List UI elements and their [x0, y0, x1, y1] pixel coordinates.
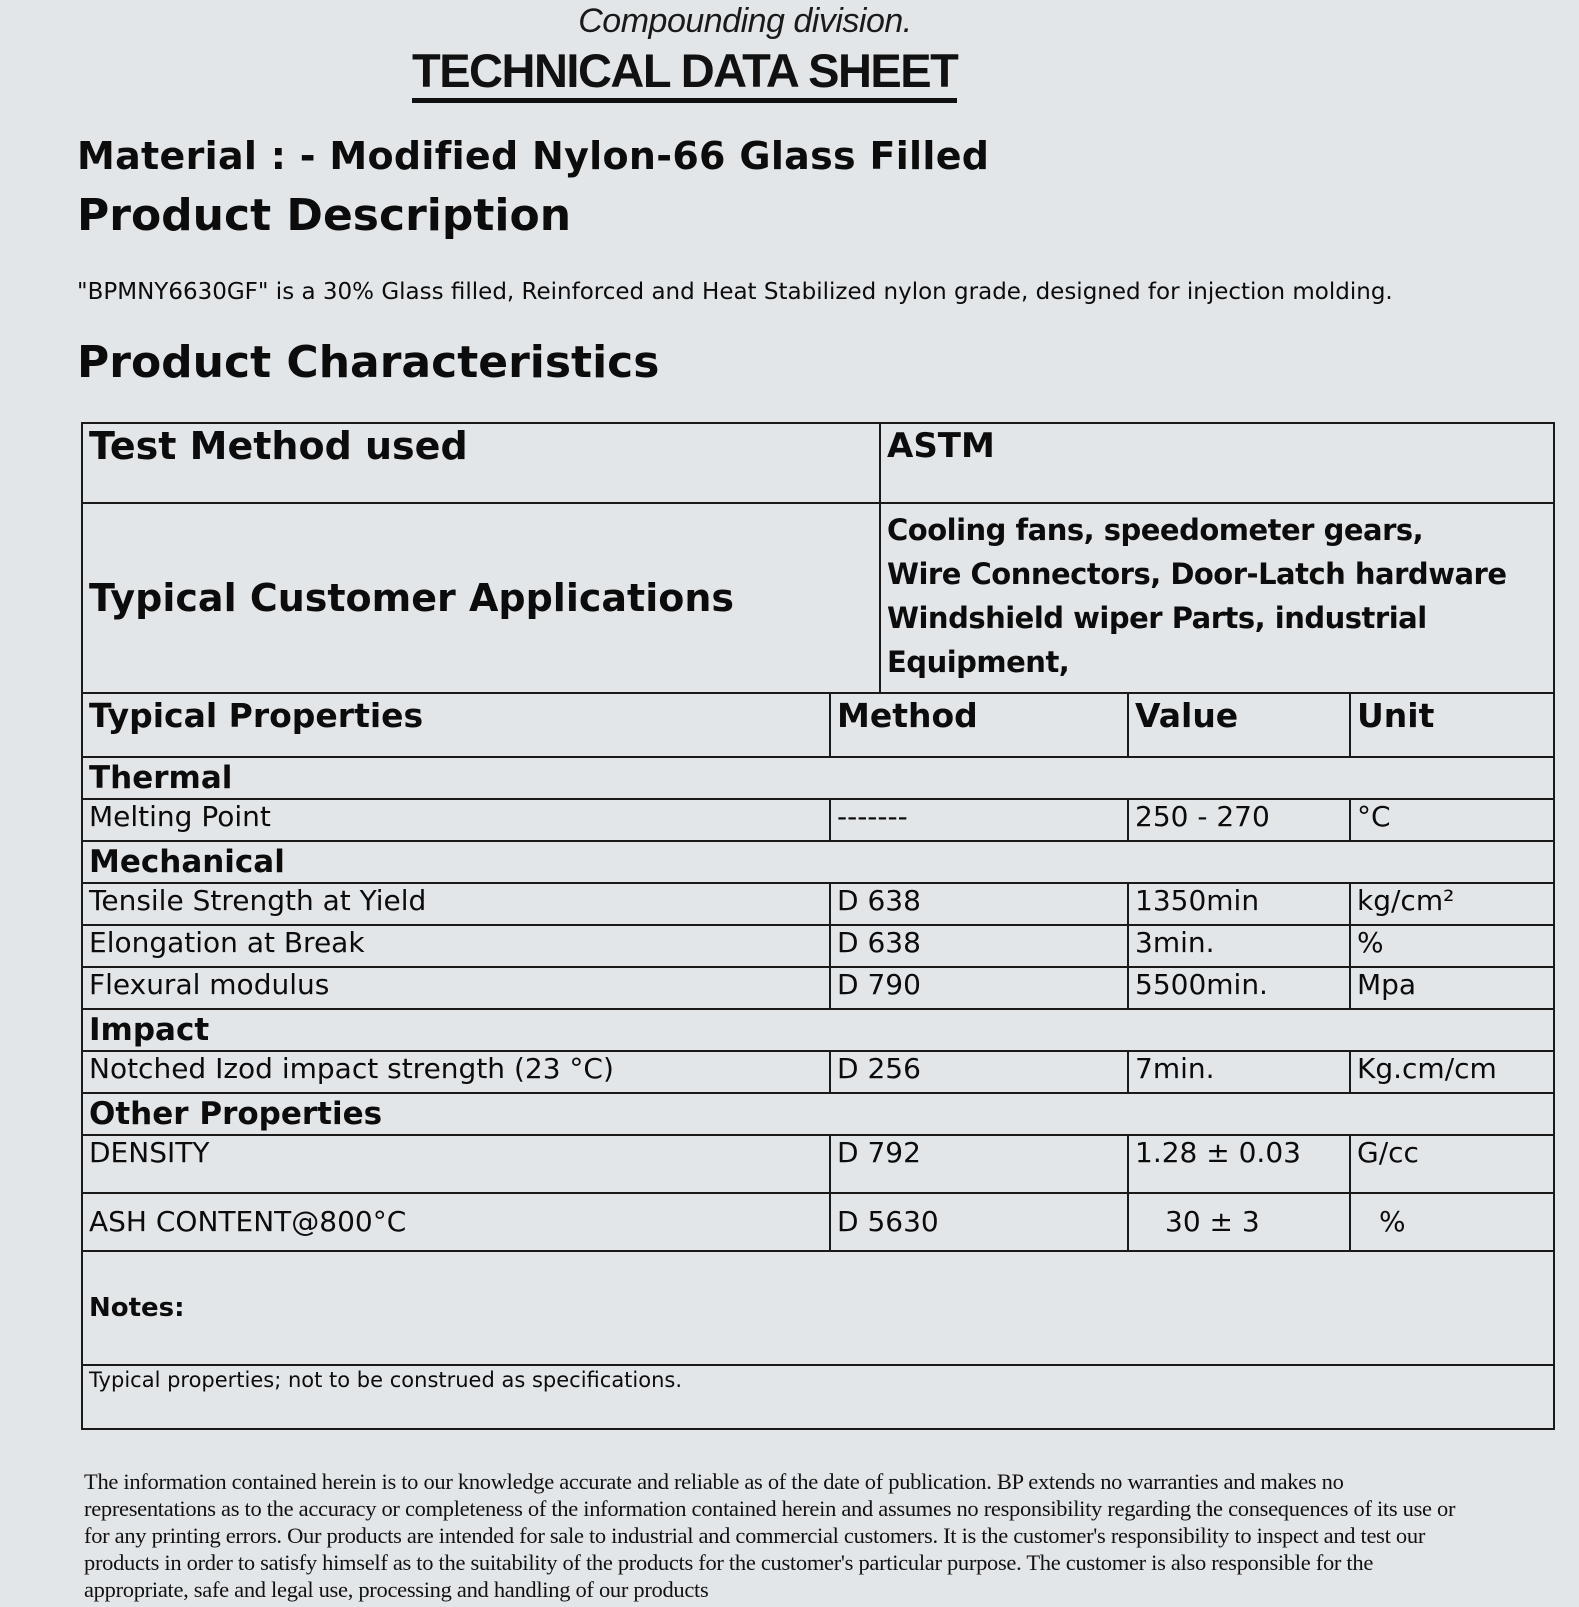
property-unit: G/cc [1350, 1135, 1554, 1193]
property-name: Flexural modulus [82, 967, 830, 1009]
property-method: ------- [830, 799, 1128, 841]
notes-label: Notes: [82, 1251, 1554, 1365]
property-unit: Mpa [1350, 967, 1554, 1009]
section-label: Other Properties [82, 1093, 1554, 1135]
test-method-label: Test Method used [82, 423, 880, 503]
applications-row [82, 503, 1554, 693]
property-value: 30 ± 3 [1128, 1193, 1350, 1251]
section-other-properties [82, 1093, 1554, 1135]
property-value: 1.28 ± 0.03 [1128, 1135, 1350, 1193]
property-name: Elongation at Break [82, 925, 830, 967]
notes-text: Typical properties; not to be construed as specifications. [82, 1365, 1554, 1429]
disclaimer-text: The information contained herein is to our knowledge accurate and reliable as of the date of publication. BP extends no warranties and makes no representations as to the accuracy or completeness of the information contained herein and assumes no responsibility regarding the consequences of its use or for any printing errors. Our products are intended for sale to industrial and commercial customers. It is the customer's responsibility to inspect and test our products in order to satisfy himself as to the suitability of the products for the customer's particular purpose. The customer is also responsible for the appropriate, safe and legal use, processing and handling of our products [84, 1469, 1456, 1602]
col-header-value: Value [1128, 693, 1350, 757]
product-description-heading: Product Description [77, 190, 572, 241]
property-name: DENSITY [82, 1135, 830, 1193]
property-name: ASH CONTENT@800°C [82, 1193, 830, 1251]
table-row [82, 883, 1554, 925]
test-method-row [82, 423, 1554, 503]
product-description-text: "BPMNY6630GF" is a 30% Glass filled, Reinforced and Heat Stabilized nylon grade, designed for injection molding. [77, 279, 1393, 305]
table-row [82, 967, 1554, 1009]
table-row [82, 799, 1554, 841]
table-row [82, 925, 1554, 967]
property-method: D 638 [830, 925, 1128, 967]
notes-text-row [82, 1365, 1554, 1429]
application-line: Windshield wiper Parts, industrial [887, 601, 1427, 635]
section-thermal [82, 757, 1554, 799]
section-label: Thermal [82, 757, 1554, 799]
property-unit: kg/cm² [1350, 883, 1554, 925]
property-method: D 792 [830, 1135, 1128, 1193]
applications-list [880, 503, 1554, 693]
section-mechanical [82, 841, 1554, 883]
property-unit: °C [1350, 799, 1554, 841]
product-characteristics-heading: Product Characteristics [77, 337, 660, 388]
property-name: Notched Izod impact strength (23 °C) [82, 1051, 830, 1093]
col-header-property: Typical Properties [82, 693, 830, 757]
property-method: D 638 [830, 883, 1128, 925]
property-value: 7min. [1128, 1051, 1350, 1093]
column-header-row [82, 693, 1554, 757]
property-value: 250 - 270 [1128, 799, 1350, 841]
application-line: Equipment, [887, 645, 1070, 679]
col-header-method: Method [830, 693, 1128, 757]
property-name: Tensile Strength at Yield [82, 883, 830, 925]
property-unit: Kg.cm/cm [1350, 1051, 1554, 1093]
property-value: 3min. [1128, 925, 1350, 967]
table-row [82, 1051, 1554, 1093]
characteristics-table [81, 422, 1555, 1430]
application-line: Cooling fans, speedometer gears, [887, 513, 1424, 547]
table-row [82, 1135, 1554, 1193]
section-impact [82, 1009, 1554, 1051]
property-method: D 256 [830, 1051, 1128, 1093]
col-header-unit: Unit [1350, 693, 1554, 757]
property-name: Melting Point [82, 799, 830, 841]
section-label: Mechanical [82, 841, 1554, 883]
table-row [82, 1193, 1554, 1251]
property-unit: % [1350, 1193, 1554, 1251]
application-line: Wire Connectors, Door-Latch hardware [887, 557, 1507, 591]
applications-label: Typical Customer Applications [82, 503, 880, 693]
material-heading: Material : - Modified Nylon-66 Glass Filled [77, 134, 990, 178]
property-value: 5500min. [1128, 967, 1350, 1009]
division-subtitle: Compounding division. [578, 2, 912, 40]
test-method-value: ASTM [880, 423, 1554, 503]
page-title: TECHNICAL DATA SHEET [412, 46, 957, 103]
property-method: D 5630 [830, 1193, 1128, 1251]
property-method: D 790 [830, 967, 1128, 1009]
notes-row [82, 1251, 1554, 1365]
property-unit: % [1350, 925, 1554, 967]
property-value: 1350min [1128, 883, 1350, 925]
section-label: Impact [82, 1009, 1554, 1051]
